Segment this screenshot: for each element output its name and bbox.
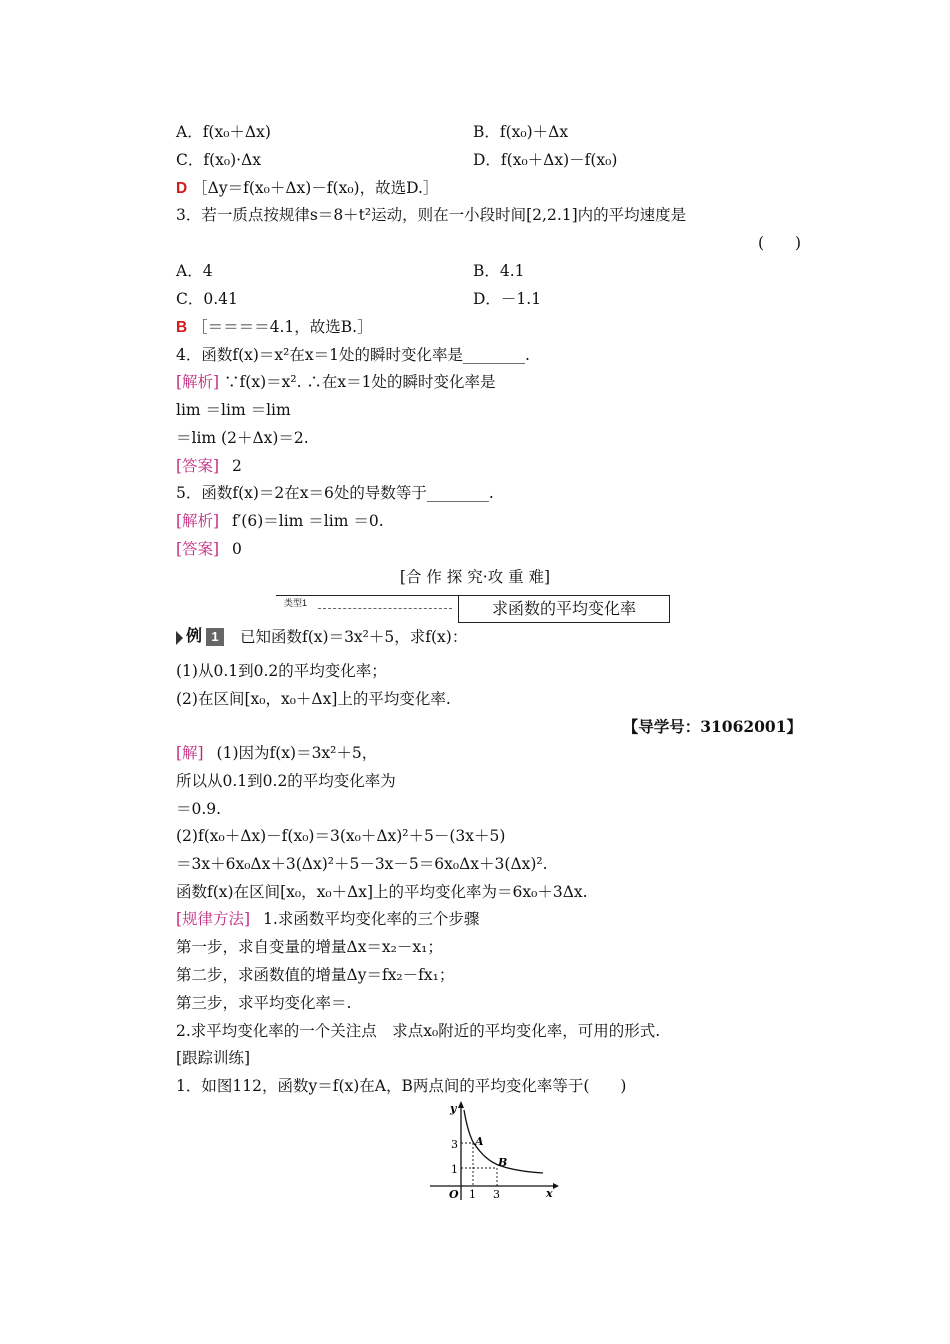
q5-analysis [176,510,384,532]
solution-step-1: (1)因为f(x)＝3x²＋5， [216,744,378,762]
method-label: [规律方法] [176,910,251,928]
q5-answer-label: [答案] [176,540,220,558]
q4-answer-value: 2 [232,457,242,475]
method-title-line [176,908,479,930]
q3-stem: 3．若一质点按规律s＝8＋t²运动，则在一小段时间[2,2.1]内的平均速度是 [176,206,687,224]
method-step-3: 第三步，求平均变化率＝. [176,994,352,1012]
q3-option-b: B．4.1 [473,262,525,280]
q2-option-d: D．f(x₀＋Δx)－f(x₀) [473,151,618,169]
function-graph [425,1100,560,1200]
solution-step-4: (2)f(x₀＋Δx)－f(x₀)＝3(x₀＋Δx)²＋5－(3x＋5) [176,827,506,845]
example-part-1: (1)从0.1到0.2的平均变化率； [176,662,387,680]
solution-step-2: 所以从0.1到0.2的平均变化率为 [176,772,396,790]
q2-answer-text: ［Δy＝f(x₀＋Δx)－f(x₀)，故选D.］ [192,179,439,197]
section-title: [合 作 探 究·攻 重 难] [399,568,551,586]
example-arrow-icon [176,631,183,645]
q5-answer-value: 0 [232,540,242,558]
y-tick-3: 3 [451,1138,458,1151]
type-banner [276,595,672,625]
x-tick-1: 1 [469,1188,476,1200]
q4-answer [176,455,242,477]
solution-line-1 [176,742,377,764]
q3-option-a: A．4 [176,262,213,280]
y-axis-arrow-icon [458,1101,464,1108]
point-b-label: B [498,1156,508,1169]
q4-analysis [176,371,496,393]
q3-option-c: C．0.41 [176,290,238,308]
q3-answer-paren: ( ) [758,234,802,252]
method-step-2: 第二步，求函数值的增量Δy＝fx₂－fx₁； [176,966,455,984]
type-title: 求函数的平均变化率 [458,595,670,623]
q4-limit-line-1: lim ＝lim ＝lim [176,401,291,419]
guide-number: 【导学号：31062001】 [622,717,802,736]
solution-step-3: ＝0.9. [176,800,222,818]
x-tick-3: 3 [493,1188,500,1200]
type-tag-box [276,595,458,612]
practice-question-1: 1．如图112，函数y＝f(x)在A，B两点间的平均变化率等于( ) [176,1077,627,1095]
q4-analysis-text: ∵f(x)＝x². ∴在x＝1处的瞬时变化率是 [224,373,496,391]
type-tag-divider [318,608,452,609]
q5-stem: 5．函数f(x)＝2在x＝6处的导数等于________. [176,484,494,502]
solution-label: [解] [176,744,204,762]
q2-answer-letter: D [176,180,188,197]
q5-analysis-label: [解析] [176,512,220,530]
example-stem: 已知函数f(x)＝3x²＋5，求f(x)： [240,628,468,646]
type-tag: 类型1 [284,598,308,608]
example-number: 1 [206,628,224,646]
q4-stem: 4．函数f(x)＝x²在x＝1处的瞬时变化率是________. [176,346,530,364]
q4-limit-line-2: ＝lim (2＋Δx)＝2. [176,429,309,447]
q4-analysis-label: [解析] [176,373,220,391]
y-tick-1: 1 [451,1163,458,1176]
q3-answer-text: ［＝＝＝＝4.1，故选B.］ [192,318,373,336]
q2-option-c: C．f(x₀)·Δx [176,151,262,169]
q3-answer [176,316,373,339]
practice-label: [跟踪训练] [176,1049,251,1067]
method-step-1: 第一步，求自变量的增量Δx＝x₂－x₁； [176,938,443,956]
q2-option-a: A．f(x₀＋Δx) [176,123,271,141]
q3-answer-letter: B [176,319,188,336]
y-axis-label: y [450,1102,457,1115]
q5-analysis-text: f′(6)＝lim ＝lim ＝0. [232,512,384,530]
x-axis-label: x [546,1187,553,1200]
example-label-text: 例 [186,628,203,645]
q2-option-b: B．f(x₀)＋Δx [473,123,569,141]
method-note: 2.求平均变化率的一个关注点 求点x₀附近的平均变化率，可用的形式. [176,1022,661,1040]
q4-answer-label: [答案] [176,457,220,475]
solution-step-5: ＝3x＋6x₀Δx＋3(Δx)²＋5－3x－5＝6x₀Δx＋3(Δx)². [176,855,548,873]
x-axis-arrow-icon [553,1183,559,1189]
origin-label: O [449,1188,459,1200]
point-a-label: A [475,1135,484,1148]
q3-option-d: D．－1.1 [473,290,542,308]
method-title: 1.求函数平均变化率的三个步骤 [263,910,480,928]
example-part-2: (2)在区间[x₀，x₀＋Δx]上的平均变化率. [176,690,451,708]
q5-answer [176,538,242,560]
solution-step-6: 函数f(x)在区间[x₀，x₀＋Δx]上的平均变化率为＝6x₀＋3Δx. [176,883,588,901]
q2-answer [176,177,438,200]
